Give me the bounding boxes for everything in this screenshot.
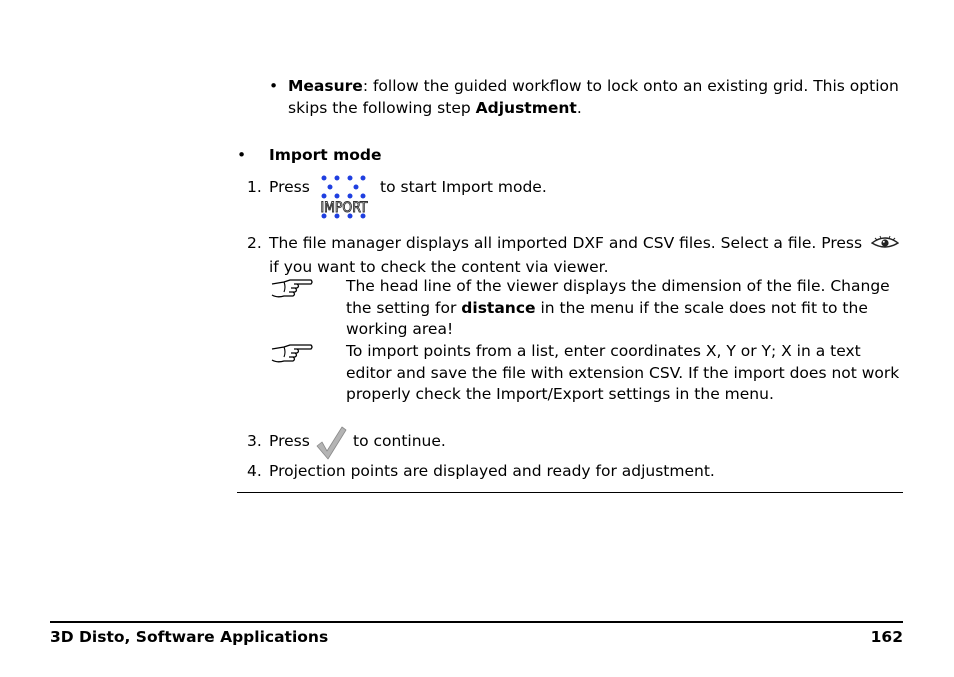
checkmark-icon <box>314 424 348 462</box>
step-3-number: 3. <box>247 432 262 450</box>
eye-icon <box>871 235 899 251</box>
distance-term: distance <box>461 299 536 317</box>
pointing-hand-icon <box>270 278 314 302</box>
step-3-press: Press <box>269 432 310 450</box>
import-icon <box>318 173 370 221</box>
svg-text:IMPORT: IMPORT <box>320 200 368 216</box>
step-4-text: Projection points are displayed and ready for adjustment. <box>269 462 715 480</box>
measure-line-1: Measure: follow the guided workflow to lock onto an existing grid. This option <box>288 77 899 95</box>
adjustment-term: Adjustment <box>475 99 577 117</box>
measure-line-2: skips the following step Adjustment. <box>288 99 582 117</box>
step-3-text: to continue. <box>353 432 446 450</box>
step-1-number: 1. <box>247 178 262 196</box>
step-2-line-2: if you want to check the content via viewer. <box>269 258 609 276</box>
note-2-line-3: properly check the Import/Export settings in the menu. <box>346 385 774 403</box>
measure-bullet: • <box>269 77 279 95</box>
note-1-line-1: The head line of the viewer displays the dimension of the file. Change <box>346 277 890 295</box>
note-2-line-1: To import points from a list, enter coordinates X, Y or Y; X in a text <box>346 342 861 360</box>
section-divider <box>237 492 903 493</box>
pointing-hand-icon <box>270 343 314 367</box>
step-2-number: 2. <box>247 234 262 252</box>
note-1-line-2: the setting for distance in the menu if the scale does not fit to the <box>346 299 868 317</box>
step-2-line-1: The file manager displays all imported DXF and CSV files. Select a file. Press <box>269 234 863 252</box>
measure-term: Measure <box>288 77 363 95</box>
step-1-text: to start Import mode. <box>380 178 547 196</box>
step-1-press: Press <box>269 178 310 196</box>
step-4-number: 4. <box>247 462 262 480</box>
note-2-line-2: editor and save the file with extension CSV. If the import does not work <box>346 364 900 382</box>
import-mode-heading: Import mode <box>269 146 382 164</box>
import-mode-bullet: • <box>237 146 247 164</box>
note-1-line-3: working area! <box>346 320 454 338</box>
footer-rule <box>50 621 903 623</box>
page-number: 162 <box>870 628 903 646</box>
footer-title: 3D Disto, Software Applications <box>50 628 329 646</box>
